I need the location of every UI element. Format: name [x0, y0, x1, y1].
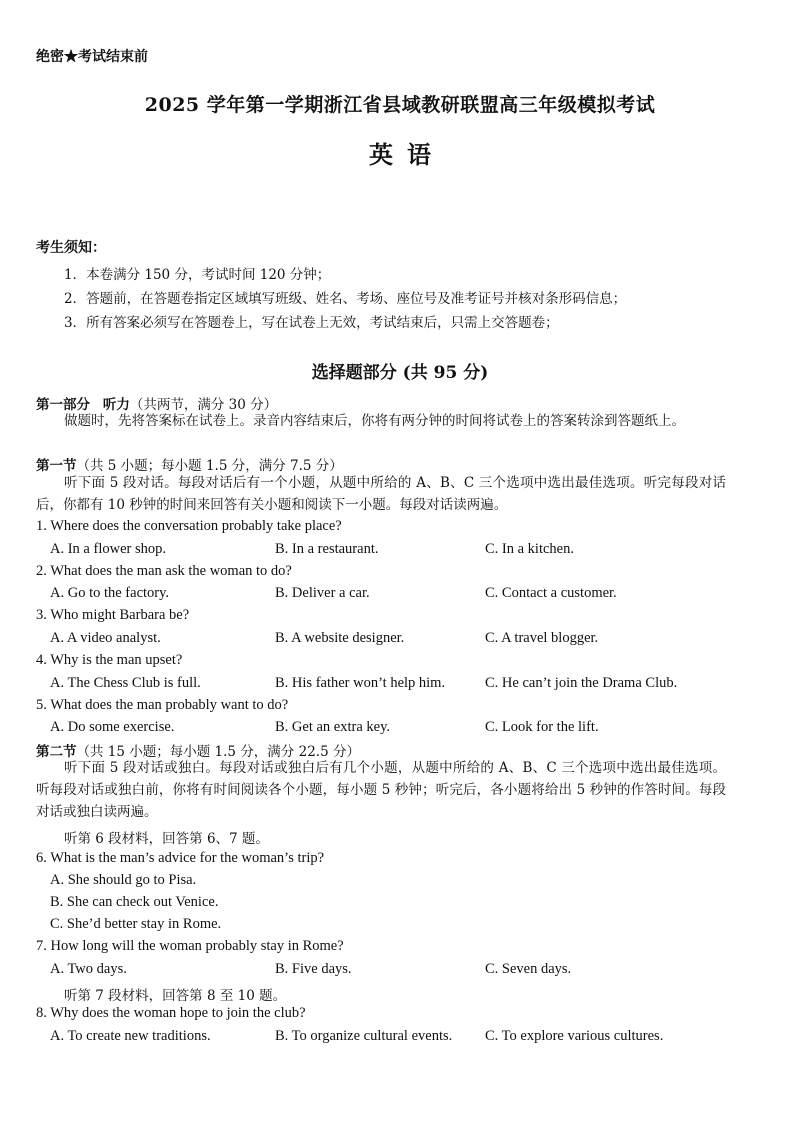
exam-title: 2025 学年第一学期浙江省县域教研联盟高三年级模拟考试	[144, 94, 656, 116]
option-c: C. Contact a customer.	[485, 585, 617, 601]
notice-item: 1．本卷满分 150 分，考试时间 120 分钟；	[64, 267, 331, 283]
sec2-score: （共 15 小题；每小题 1.5 分，满分 22.5 分）	[76, 744, 360, 760]
option-b: B. Get an extra key.	[275, 719, 391, 735]
option-c: C. In a kitchen.	[485, 541, 574, 557]
option-b: B. In a restaurant.	[275, 541, 379, 557]
question-8: 8. Why does the woman hope to join the club?	[36, 1005, 306, 1021]
option-a: A. She should go to Pisa.	[50, 872, 197, 888]
option-a: A. Go to the factory.	[50, 585, 170, 601]
option-c: C. To explore various cultures.	[485, 1028, 664, 1044]
option-b: B. Five days.	[275, 961, 352, 977]
section-title: 选择题部分 (共 95 分)	[311, 363, 489, 383]
option-a: A. Two days.	[50, 961, 127, 977]
question-2: 2. What does the man ask the woman to do?	[36, 563, 292, 579]
option-a: A. To create new traditions.	[50, 1028, 211, 1044]
notice-item: 2．答题前，在答题卷指定区域填写班级、姓名、考场、座位号及准考证号并核对条形码信息；	[64, 291, 627, 307]
sec1-instruction: 听下面 5 段对话。每段对话后有一个小题，从题中所给的 A、B、C 三个选项中选出最佳选项。听完每段对话后，你都有 10 秒钟的时间来回答有关小题和阅读下一小题。每段对话读两遍。	[36, 475, 726, 513]
option-c: C. Look for the lift.	[485, 719, 599, 735]
material-note-7: 听第 7 段材料，回答第 8 至 10 题。	[64, 988, 287, 1004]
material-note-6: 听第 6 段材料，回答第 6、7 题。	[64, 831, 269, 847]
sec2-instruction: 听下面 5 段对话或独白。每段对话或独白后有几个小题，从题中所给的 A、B、C 三个选项中选出最佳选项。听每段对话或独白前，你将有时间阅读各个小题，每小题 5 秒钟；听完后，各小题将给出 5 秒钟的作答时间。每段对话或独白读两遍。	[36, 760, 726, 820]
sec2-label: 第二节	[36, 744, 77, 760]
option-b: B. To organize cultural events.	[275, 1028, 453, 1044]
question-6: 6. What is the man’s advice for the woman’s trip?	[36, 850, 325, 866]
option-a: A. In a flower shop.	[50, 541, 166, 557]
option-b: B. Deliver a car.	[275, 585, 370, 601]
part1-instruction: 做题时，先将答案标在试卷上。录音内容结束后，你将有两分钟的时间将试卷上的答案转涂到答题纸上。	[64, 413, 685, 429]
part1-name: 听力	[102, 397, 130, 413]
option-b: B. A website designer.	[275, 630, 405, 646]
option-b: B. His father won’t help him.	[275, 675, 446, 691]
option-a: A. The Chess Club is full.	[50, 675, 201, 691]
option-c: C. She’d better stay in Rome.	[50, 916, 222, 932]
subject-title: 英语	[369, 140, 445, 169]
question-3: 3. Who might Barbara be?	[36, 607, 190, 623]
notice-item: 3．所有答案必须写在答题卷上，写在试卷上无效，考试结束后，只需上交答题卷；	[64, 315, 559, 331]
part1-score: （共两节，满分 30 分）	[129, 397, 278, 413]
option-c: C. Seven days.	[485, 961, 572, 977]
option-c: C. He can’t join the Drama Club.	[485, 675, 678, 691]
part1-label: 第一部分	[36, 397, 90, 413]
notice-heading: 考生须知：	[36, 240, 106, 256]
sec1-heading	[36, 454, 343, 474]
option-c: C. A travel blogger.	[485, 630, 599, 646]
option-a: A. Do some exercise.	[50, 719, 175, 735]
option-a: A. A video analyst.	[50, 630, 161, 646]
question-7: 7. How long will the woman probably stay in Rome?	[36, 938, 344, 954]
option-b: B. She can check out Venice.	[50, 894, 219, 910]
sec1-label: 第一节	[36, 458, 77, 474]
sec1-score: （共 5 小题；每小题 1.5 分，满分 7.5 分）	[76, 458, 343, 474]
confidential-mark: 绝密★考试结束前	[36, 49, 148, 65]
question-1: 1. Where does the conversation probably take place?	[36, 518, 342, 534]
question-4: 4. Why is the man upset?	[36, 652, 183, 668]
question-5: 5. What does the man probably want to do?	[36, 697, 289, 713]
